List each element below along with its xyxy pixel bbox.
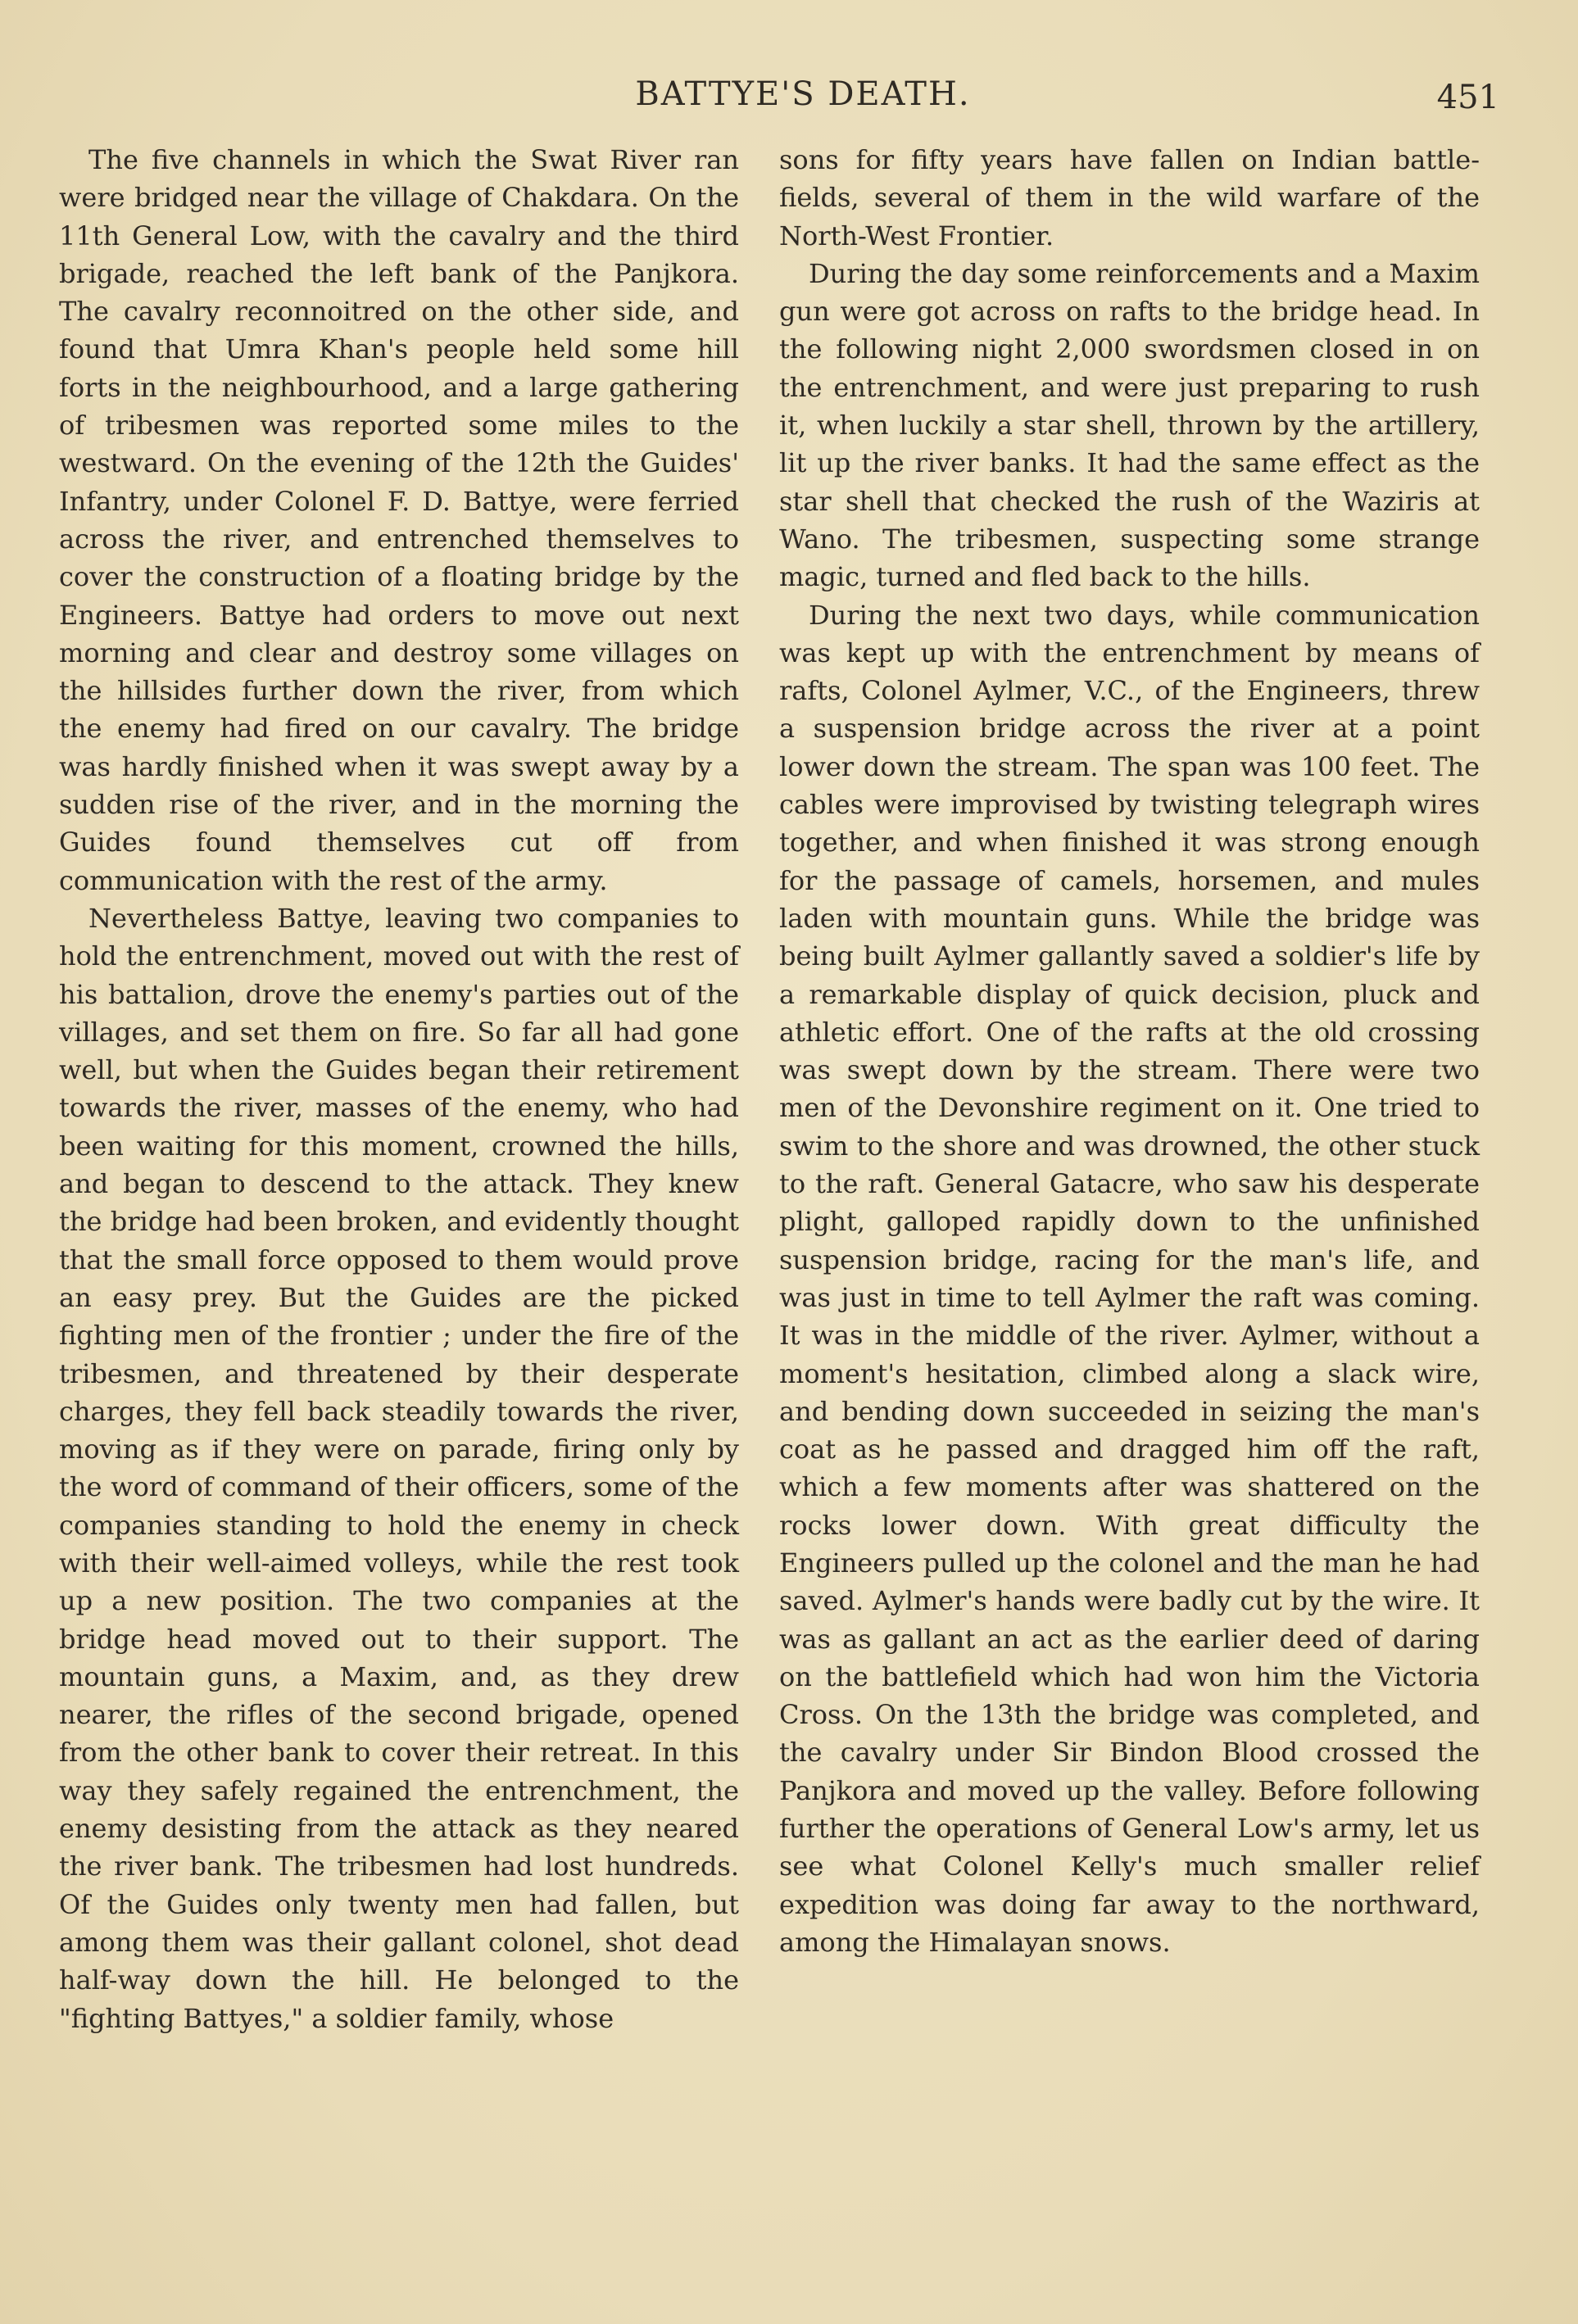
right-column — [779, 141, 1480, 1961]
paragraph: The five channels in which the Swat River ran were bridged near the village of Chakdara. On the 11th General Low, with the cavalry and the third brigade, reached the left bank of the Panjkora. The cavalry reconnoitred on the other side, and found that Umra Khan's people held some hill forts in the neighbourhood, and a large gathering of tribesmen was reported some miles to the westward. On the evening of the 12th the Guides' Infantry, under Colonel F. D. Battye, were ferried across the river, and entrenched themselves to cover the construction of a floating bridge by the Engineers. Battye had orders to move out next morning and clear and destroy some villages on the hillsides further down the river, from which the enemy had fired on our cavalry. The bridge was hardly finished when it was swept away by a sudden rise of the river, and in the morning the Guides found themselves cut off from communication with the rest of the army. — [59, 144, 739, 896]
running-title: BATTYE'S DEATH. — [635, 75, 971, 113]
paragraph: During the day some reinforcements and a Maxim gun were got across on rafts to the bridge head. In the following night 2,000 swordsmen closed in on the entrenchment, and were just preparing to rush it, when luckily a star shell, thrown by the artillery, lit up the river banks. It had the same effect as the star shell that checked the rush of the Waziris at Wano. The tribesmen, suspecting some strange magic, turned and fled back to the hills. — [779, 257, 1480, 593]
paragraph: During the next two days, while communication was kept up with the entrenchment by means of rafts, Colonel Aylmer, V.C., of the Engineers, threw a suspension bridge across the river at a point lower down the stream. The span was 100 feet. The cables were improvised by twisting telegraph wires together, and when finished it was strong enough for the passage of camels, horsemen, and mules laden with mountain guns. While the bridge was being built Aylmer gallantly saved a soldier's life by a remarkable display of quick decision, pluck and athletic effort. One of the rafts at the old crossing was swept down by the stream. There were two men of the Devonshire regiment on it. One tried to swim to the shore and was drowned, the other stuck to the raft. General Gatacre, who saw his desperate plight, galloped rapidly down to the unfinished suspension bridge, racing for the man's life, and was just in time to tell Aylmer the raft was coming. It was in the middle of the river. Aylmer, without a moment's hesitation, climbed along a slack wire, and bending down succeeded in seizing the man's coat as he passed and dragged him off the raft, which a few moments after was shattered on the rocks lower down. With great difficulty the Engineers pulled up the colonel and the man he had saved. Aylmer's hands were badly cut by the wire. It was as gallant an act as the earlier deed of daring on the battlefield which had won him the Victoria Cross. On the 13th the bridge was completed, and the cavalry under Sir Bindon Blood crossed the Panjkora and moved up the valley. Before following further the operations of General Low's army, let us see what Colonel Kelly's much smaller relief expedition was doing far away to the northward, among the Himalayan snows. — [779, 599, 1480, 1958]
paragraph-continuation: sons for fifty years have fallen on Indian battlefields, several of them in the wild warfare of the North-West Frontier. — [779, 144, 1480, 251]
page-number: 451 — [1436, 79, 1499, 116]
paragraph: Nevertheless Battye, leaving two companies to hold the entrenchment, moved out with the rest of his battalion, drove the enemy's parties out of the villages, and set them on fire. So far all had gone well, but when the Guides began their retirement towards the river, masses of the enemy, who had been waiting for this moment, crowned the hills, and began to descend to the attack. They knew the bridge had been broken, and evidently thought that the small force opposed to them would prove an easy prey. But the Guides are the picked fighting men of the frontier ; under the fire of the tribesmen, and threatened by their desperate charges, they fell back steadily towards the river, moving as if they were on parade, firing only by the word of command of their officers, some of the companies standing to hold the enemy in check with their well-aimed volleys, while the rest took up a new position. The two companies at the bridge head moved out to their support. The mountain guns, a Maxim, and, as they drew nearer, the rifles of the second brigade, opened from the other bank to cover their retreat. In this way they safely regained the entrenchment, the enemy desisting from the attack as they neared the river bank. The tribesmen had lost hundreds. Of the Guides only twenty men had fallen, but among them was their gallant colonel, shot dead half-way down the hill. He belonged to the "fighting Battyes," a soldier family, whose — [59, 902, 739, 2034]
left-column — [59, 141, 739, 2037]
